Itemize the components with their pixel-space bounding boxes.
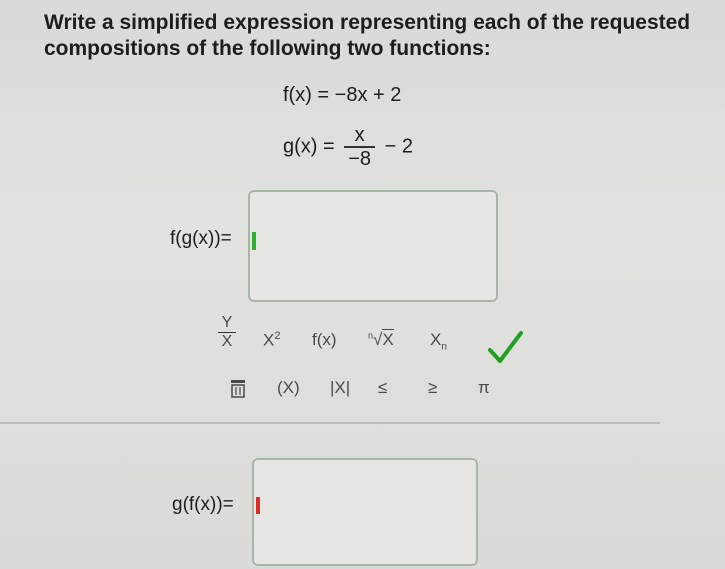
text-cursor-red: [256, 497, 260, 514]
pi-button[interactable]: π: [478, 378, 490, 397]
less-equal-button[interactable]: ≤: [378, 378, 388, 397]
answer-input-gf[interactable]: [252, 458, 478, 566]
divider: [0, 422, 660, 424]
radical-icon: √: [373, 330, 383, 349]
function-g-rest: − 2: [384, 135, 413, 158]
power-button[interactable]: [263, 330, 280, 351]
subscript-button[interactable]: [430, 330, 447, 352]
fraction-button-den: X: [221, 333, 233, 350]
greater-equal-button[interactable]: ≥: [428, 378, 438, 397]
trash-icon: [228, 378, 248, 398]
clear-button[interactable]: [228, 378, 248, 403]
function-f: f(x) = −8x + 2: [283, 84, 402, 106]
prompt-line-2: compositions of the following two functions:: [44, 37, 491, 60]
fraction-button-num: Y: [218, 314, 237, 333]
root-button[interactable]: [368, 330, 394, 350]
check-answer-button[interactable]: [486, 330, 524, 364]
absolute-value-button[interactable]: |X|: [330, 378, 351, 397]
question-prompt: [44, 10, 691, 62]
root-radicand: X: [382, 330, 394, 349]
function-g-lhs: g(x) =: [283, 135, 335, 158]
answer-label-fg: f(g(x))=: [170, 228, 232, 249]
answer-input-fg[interactable]: [248, 190, 498, 302]
prompt-line-1: Write a simplified expression representing each of the requested: [44, 11, 691, 34]
checkmark-icon: [486, 330, 524, 364]
power-base: X: [263, 330, 275, 350]
function-g: [283, 124, 413, 170]
text-cursor: [252, 232, 256, 250]
subscript-base: X: [430, 330, 442, 349]
root-index: n: [368, 330, 374, 341]
function-g-fraction: [344, 124, 375, 170]
subscript-index: n: [441, 341, 447, 353]
function-button[interactable]: f(x): [312, 330, 337, 349]
answer-label-gf: g(f(x))=: [172, 494, 234, 515]
fraction-numerator: x: [344, 124, 375, 148]
fraction-denominator: −8: [348, 148, 372, 170]
parentheses-button[interactable]: (X): [277, 378, 300, 397]
power-exponent: 2: [274, 330, 281, 342]
fraction-button[interactable]: [212, 314, 242, 351]
